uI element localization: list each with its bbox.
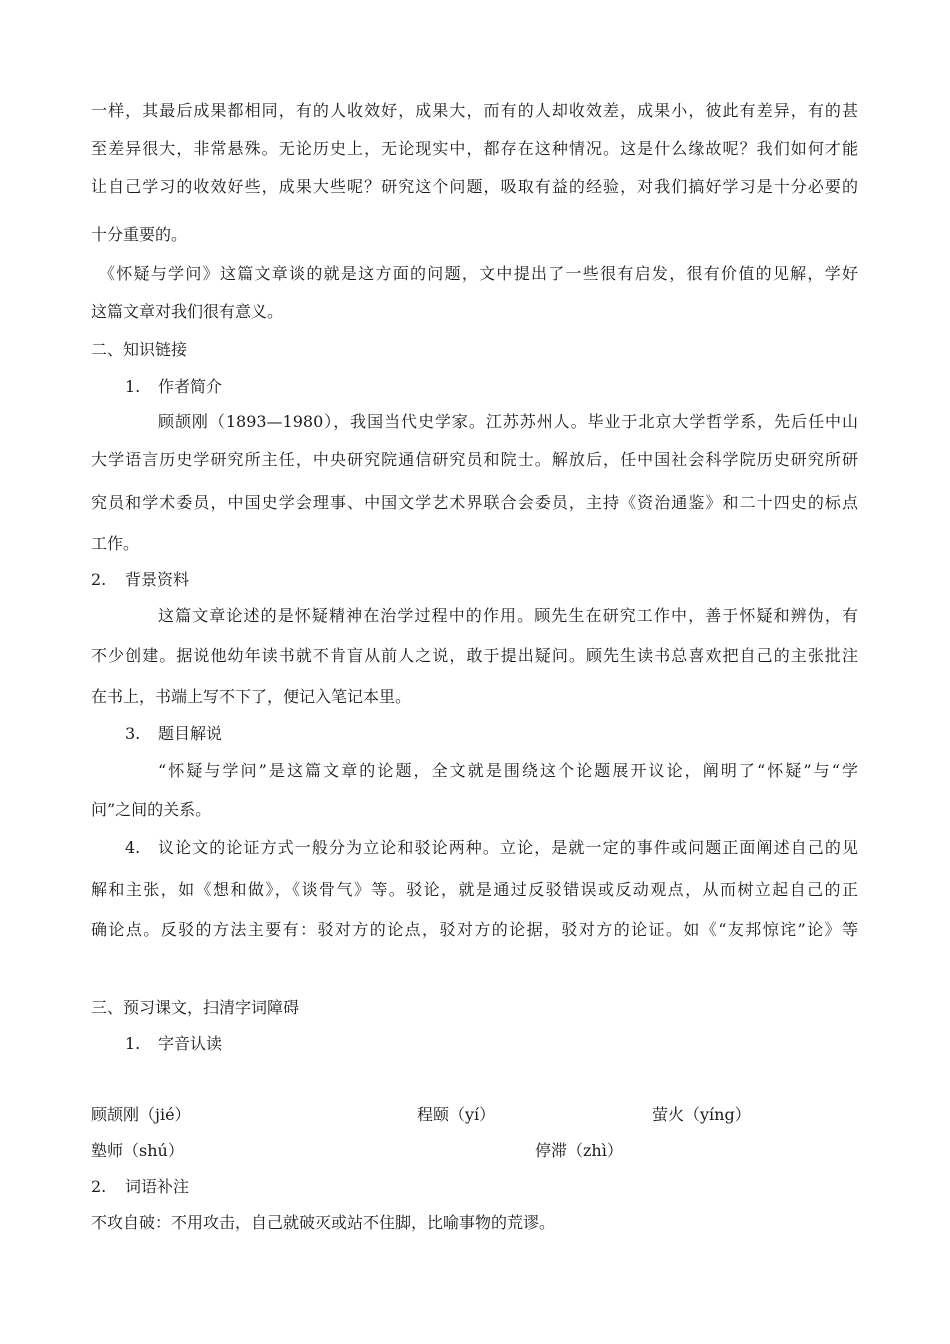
item-number: 2.	[91, 570, 107, 589]
pronunciation-word: 萤火（yíng）	[652, 1105, 751, 1124]
pronunciation-word: 程颐（yí）	[417, 1105, 496, 1124]
title-explanation-line-2: 问”之间的关系。	[91, 800, 212, 819]
item-title-background: 背景资料	[125, 570, 190, 589]
item-title-title-explanation: 题目解说	[158, 724, 223, 743]
author-intro-line-3: 究员和学术委员，中国史学会理事、中国文学艺术界联合会委员，主持《资治通鉴》和二十四史的标点	[91, 493, 858, 512]
section-heading-preview: 三、预习课文，扫清字词障碍	[91, 998, 300, 1017]
item-title-pronunciation: 字音认读	[158, 1034, 223, 1053]
item-number: 1.	[125, 1034, 141, 1053]
intro-p2-line-2: 这篇文章对我们很有意义。	[91, 302, 284, 321]
intro-p1-line-1: 一样，其最后成果都相同，有的人收效好，成果大，而有的人却收效差，成果小，彼此有差异，有的甚	[91, 101, 858, 120]
argument-methods-line-2: 解和主张，如《想和做》，《谈骨气》等。驳论，就是通过反驳错误或反动观点，从而树立起自己的正	[91, 880, 858, 899]
background-line-2: 不少创建。据说他幼年读书就不肯盲从前人之说，敢于提出疑问。顾先生读书总喜欢把自己的主张批注	[91, 646, 858, 665]
item-number: 4.	[125, 838, 141, 857]
author-intro-line-1: 顾颉刚（1893—1980），我国当代史学家。江苏苏州人。毕业于北京大学哲学系，先后任中山	[158, 412, 858, 431]
pronunciation-word: 停滞（zhì）	[535, 1141, 623, 1160]
item-number: 2.	[91, 1177, 107, 1196]
background-line-3: 在书上，书端上写不下了，便记入笔记本里。	[91, 687, 412, 706]
item-number: 1.	[125, 377, 141, 396]
section-heading-knowledge-links: 二、知识链接	[91, 340, 188, 359]
intro-p1-line-2: 至差异很大，非常悬殊。无论历史上，无论现实中，都存在这种情况。这是什么缘故呢？我们如何才能	[91, 139, 858, 158]
item-title-author-intro: 作者简介	[158, 377, 223, 396]
item-title-vocabulary-notes: 词语补注	[125, 1177, 190, 1196]
intro-p1-line-3: 让自己学习的收效好些，成果大些呢？研究这个问题，吸取有益的经验，对我们搞好学习是十分必要的	[91, 177, 858, 196]
item-number: 3.	[125, 724, 141, 743]
pronunciation-word: 塾师（shú）	[91, 1141, 184, 1160]
background-line-1: 这篇文章论述的是怀疑精神在治学过程中的作用。顾先生在研究工作中，善于怀疑和辨伪，有	[158, 606, 858, 625]
intro-p1-line-4: 十分重要的。	[91, 225, 188, 244]
author-intro-line-2: 大学语言历史学研究所主任，中央研究院通信研究员和院士。解放后，任中国社会科学院历史研究所研	[91, 450, 858, 469]
argument-methods-line-3: 确论点。反驳的方法主要有：驳对方的论点，驳对方的论据，驳对方的论证。如《“友邦惊诧”论》等	[91, 920, 858, 939]
vocabulary-entry: 不攻自破：不用攻击，自己就破灭或站不住脚，比喻事物的荒谬。	[91, 1213, 556, 1232]
title-explanation-line-1: “怀疑与学问”是这篇文章的论题，全文就是围绕这个论题展开议论，阐明了“怀疑”与“学	[158, 761, 858, 780]
pronunciation-word: 顾颉刚（jié）	[91, 1105, 191, 1124]
author-intro-line-4: 工作。	[91, 534, 140, 553]
intro-p2-line-1: 《怀疑与学问》这篇文章谈的就是这方面的问题，文中提出了一些很有启发，很有价值的见解，学好	[99, 264, 858, 283]
argument-methods-line-1: 议论文的论证方式一般分为立论和驳论两种。立论，是就一定的事件或问题正面阐述自己的见	[158, 838, 858, 857]
